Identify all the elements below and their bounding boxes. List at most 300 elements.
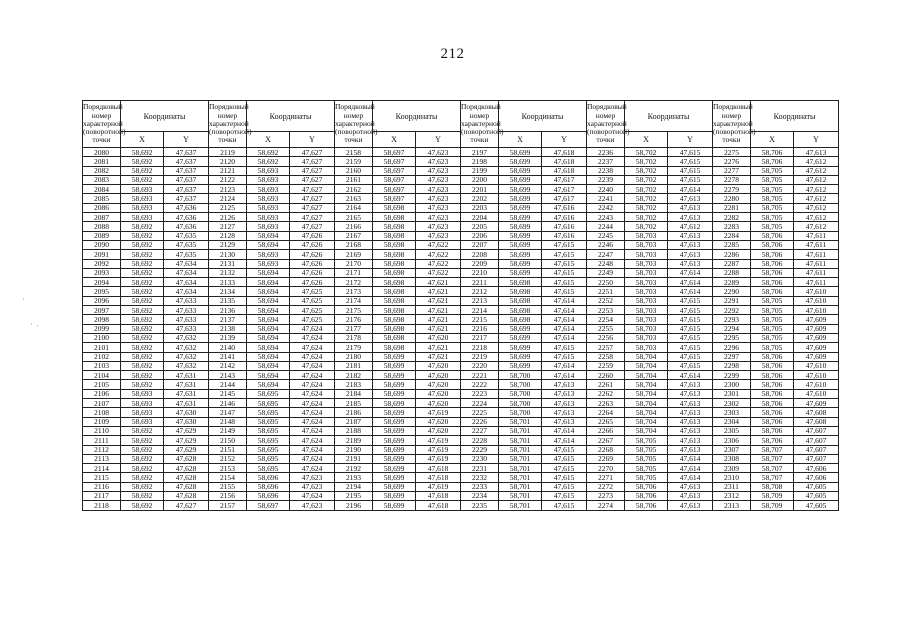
x-coordinate-cell: 58,706 [625, 482, 668, 491]
point-number-cell: 2086 [83, 203, 121, 212]
x-coordinate-cell: 58,692 [121, 454, 164, 463]
y-coordinate-cell: 47,622 [416, 268, 461, 277]
point-number-cell: 2169 [335, 250, 373, 259]
y-coordinate-cell: 47,615 [542, 445, 587, 454]
x-coordinate-cell: 58,706 [751, 250, 794, 259]
y-coordinate-cell: 47,635 [164, 250, 209, 259]
point-number-cell: 2272 [587, 482, 625, 491]
x-coordinate-cell: 58,699 [499, 268, 542, 277]
y-coordinate-cell: 47,626 [290, 250, 335, 259]
y-coordinate-cell: 47,623 [416, 166, 461, 175]
point-number-cell: 2244 [587, 222, 625, 231]
y-coordinate-cell: 47,614 [542, 296, 587, 305]
y-coordinate-cell: 47,624 [290, 361, 335, 370]
y-coordinate-cell: 47,630 [164, 417, 209, 426]
x-coordinate-cell: 58,695 [247, 389, 290, 398]
point-number-cell: 2309 [713, 464, 751, 473]
y-coordinate-cell: 47,614 [542, 436, 587, 445]
x-coordinate-cell: 58,699 [499, 240, 542, 249]
x-coordinate-cell: 58,693 [247, 259, 290, 268]
x-coordinate-cell: 58,704 [625, 417, 668, 426]
point-number-cell: 2288 [713, 268, 751, 277]
x-coordinate-cell: 58,700 [499, 408, 542, 417]
table-row [83, 361, 839, 370]
y-coordinate-cell: 47,627 [290, 185, 335, 194]
x-coordinate-cell: 58,703 [625, 296, 668, 305]
y-coordinate-cell: 47,614 [668, 464, 713, 473]
x-coordinate-cell: 58,709 [751, 501, 794, 510]
x-coordinate-cell: 58,704 [625, 361, 668, 370]
y-coordinate-cell: 47,624 [290, 426, 335, 435]
table-row [83, 148, 839, 157]
x-coordinate-cell: 58,705 [751, 194, 794, 203]
table-row [83, 175, 839, 184]
y-coordinate-cell: 47,615 [542, 287, 587, 296]
y-coordinate-cell: 47,615 [668, 333, 713, 342]
x-coordinate-cell: 58,699 [373, 426, 416, 435]
x-coordinate-cell: 58,699 [373, 352, 416, 361]
point-number-cell: 2106 [83, 389, 121, 398]
y-coordinate-cell: 47,615 [668, 175, 713, 184]
y-coordinate-cell: 47,618 [416, 501, 461, 510]
y-coordinate-cell: 47,615 [668, 157, 713, 166]
y-coordinate-cell: 47,613 [668, 259, 713, 268]
x-coordinate-cell: 58,698 [499, 287, 542, 296]
point-number-cell: 2153 [209, 464, 247, 473]
point-number-cell: 2140 [209, 343, 247, 352]
point-number-cell: 2222 [461, 380, 499, 389]
point-number-header: Порядковый номер характерной (поворотной) точки [83, 101, 121, 148]
point-number-cell: 2177 [335, 324, 373, 333]
point-number-cell: 2278 [713, 175, 751, 184]
point-number-cell: 2089 [83, 231, 121, 240]
x-coordinate-cell: 58,699 [499, 324, 542, 333]
point-number-cell: 2156 [209, 491, 247, 500]
point-number-cell: 2138 [209, 324, 247, 333]
y-coordinate-cell: 47,605 [794, 482, 839, 491]
table-header-row [83, 101, 839, 132]
y-coordinate-cell: 47,622 [416, 240, 461, 249]
point-number-cell: 2167 [335, 231, 373, 240]
y-coordinate-cell: 47,609 [794, 399, 839, 408]
x-coordinate-cell: 58,694 [247, 268, 290, 277]
x-coordinate-cell: 58,699 [373, 380, 416, 389]
y-coordinate-cell: 47,624 [290, 399, 335, 408]
y-coordinate-cell: 47,614 [542, 333, 587, 342]
x-coordinate-cell: 58,705 [625, 473, 668, 482]
point-number-cell: 2178 [335, 333, 373, 342]
x-coordinate-cell: 58,705 [625, 436, 668, 445]
x-coordinate-cell: 58,694 [247, 324, 290, 333]
x-coordinate-cell: 58,704 [625, 352, 668, 361]
point-number-cell: 2150 [209, 436, 247, 445]
point-number-cell: 2248 [587, 259, 625, 268]
y-coordinate-cell: 47,609 [794, 333, 839, 342]
point-number-cell: 2151 [209, 445, 247, 454]
x-coordinate-cell: 58,692 [121, 148, 164, 157]
y-coordinate-cell: 47,637 [164, 148, 209, 157]
y-coordinate-cell: 47,620 [416, 426, 461, 435]
x-coordinate-cell: 58,707 [751, 473, 794, 482]
y-coordinate-cell: 47,613 [668, 426, 713, 435]
x-coordinate-cell: 58,699 [373, 408, 416, 417]
point-number-cell: 2296 [713, 343, 751, 352]
x-coordinate-cell: 58,699 [373, 436, 416, 445]
point-number-cell: 2161 [335, 175, 373, 184]
table-row [83, 352, 839, 361]
point-number-cell: 2227 [461, 426, 499, 435]
y-coordinate-cell: 47,628 [164, 473, 209, 482]
y-coordinate-cell: 47,615 [542, 454, 587, 463]
x-coordinate-cell: 58,692 [121, 157, 164, 166]
x-coordinate-cell: 58,699 [499, 213, 542, 222]
point-number-cell: 2146 [209, 399, 247, 408]
x-coordinate-cell: 58,692 [121, 333, 164, 342]
point-number-cell: 2148 [209, 417, 247, 426]
y-coordinate-cell: 47,615 [542, 343, 587, 352]
point-number-cell: 2279 [713, 185, 751, 194]
y-coordinate-cell: 47,612 [794, 213, 839, 222]
point-number-cell: 2118 [83, 501, 121, 510]
point-number-cell: 2187 [335, 417, 373, 426]
point-number-cell: 2175 [335, 306, 373, 315]
y-coordinate-cell: 47,614 [668, 473, 713, 482]
point-number-cell: 2214 [461, 306, 499, 315]
x-coordinate-cell: 58,694 [247, 333, 290, 342]
x-coordinate-cell: 58,692 [121, 464, 164, 473]
table-row [83, 408, 839, 417]
x-header: X [121, 132, 164, 148]
x-coordinate-cell: 58,706 [751, 278, 794, 287]
x-coordinate-cell: 58,698 [373, 296, 416, 305]
x-coordinate-cell: 58,696 [247, 482, 290, 491]
x-coordinate-cell: 58,692 [121, 296, 164, 305]
point-number-cell: 2207 [461, 240, 499, 249]
x-coordinate-cell: 58,692 [121, 343, 164, 352]
x-header: X [625, 132, 668, 148]
table-row [83, 203, 839, 212]
y-coordinate-cell: 47,611 [794, 250, 839, 259]
y-coordinate-cell: 47,634 [164, 278, 209, 287]
x-coordinate-cell: 58,707 [751, 454, 794, 463]
point-number-cell: 2300 [713, 380, 751, 389]
x-coordinate-cell: 58,705 [751, 306, 794, 315]
table-row [83, 482, 839, 491]
point-number-cell: 2184 [335, 389, 373, 398]
y-coordinate-cell: 47,623 [416, 231, 461, 240]
y-coordinate-cell: 47,617 [542, 194, 587, 203]
x-coordinate-cell: 58,692 [121, 268, 164, 277]
y-coordinate-cell: 47,623 [416, 175, 461, 184]
y-coordinate-cell: 47,615 [542, 240, 587, 249]
point-number-cell: 2289 [713, 278, 751, 287]
x-header: X [499, 132, 542, 148]
point-number-cell: 2256 [587, 333, 625, 342]
y-coordinate-cell: 47,615 [668, 148, 713, 157]
y-coordinate-cell: 47,628 [164, 454, 209, 463]
y-coordinate-cell: 47,634 [164, 268, 209, 277]
y-coordinate-cell: 47,612 [794, 185, 839, 194]
x-coordinate-cell: 58,703 [625, 268, 668, 277]
point-number-cell: 2145 [209, 389, 247, 398]
x-coordinate-cell: 58,692 [121, 491, 164, 500]
point-number-cell: 2110 [83, 426, 121, 435]
point-number-cell: 2083 [83, 175, 121, 184]
x-coordinate-cell: 58,702 [625, 194, 668, 203]
point-number-cell: 2164 [335, 203, 373, 212]
point-number-cell: 2269 [587, 454, 625, 463]
point-number-cell: 2301 [713, 389, 751, 398]
x-coordinate-cell: 58,703 [625, 333, 668, 342]
point-number-cell: 2190 [335, 445, 373, 454]
y-coordinate-cell: 47,621 [416, 315, 461, 324]
x-coordinate-cell: 58,697 [373, 194, 416, 203]
x-coordinate-cell: 58,703 [625, 278, 668, 287]
point-number-cell: 2204 [461, 213, 499, 222]
y-header: Y [668, 132, 713, 148]
table-row [83, 436, 839, 445]
point-number-cell: 2223 [461, 389, 499, 398]
y-coordinate-cell: 47,619 [416, 454, 461, 463]
point-number-cell: 2237 [587, 157, 625, 166]
x-coordinate-cell: 58,693 [121, 194, 164, 203]
y-coordinate-cell: 47,606 [794, 464, 839, 473]
y-coordinate-cell: 47,636 [164, 222, 209, 231]
y-coordinate-cell: 47,634 [164, 259, 209, 268]
point-number-cell: 2179 [335, 343, 373, 352]
y-coordinate-cell: 47,613 [668, 445, 713, 454]
x-coordinate-cell: 58,699 [373, 501, 416, 510]
y-coordinate-cell: 47,622 [416, 259, 461, 268]
point-number-cell: 2098 [83, 315, 121, 324]
y-coordinate-cell: 47,624 [290, 491, 335, 500]
x-coordinate-cell: 58,694 [247, 278, 290, 287]
x-coordinate-cell: 58,699 [499, 333, 542, 342]
point-number-cell: 2294 [713, 324, 751, 333]
y-coordinate-cell: 47,625 [290, 287, 335, 296]
y-coordinate-cell: 47,615 [668, 296, 713, 305]
x-coordinate-cell: 58,699 [373, 445, 416, 454]
x-coordinate-cell: 58,694 [247, 296, 290, 305]
y-header: Y [794, 132, 839, 148]
point-number-cell: 2211 [461, 278, 499, 287]
y-coordinate-cell: 47,615 [668, 352, 713, 361]
x-coordinate-cell: 58,707 [751, 464, 794, 473]
point-number-cell: 2295 [713, 333, 751, 342]
y-coordinate-cell: 47,624 [290, 464, 335, 473]
point-number-cell: 2109 [83, 417, 121, 426]
y-coordinate-cell: 47,624 [290, 389, 335, 398]
x-coordinate-cell: 58,700 [499, 380, 542, 389]
point-number-cell: 2102 [83, 352, 121, 361]
coordinates-table [82, 100, 839, 511]
y-coordinate-cell: 47,605 [794, 491, 839, 500]
y-coordinate-cell: 47,627 [164, 501, 209, 510]
point-number-cell: 2080 [83, 148, 121, 157]
point-number-cell: 2081 [83, 157, 121, 166]
x-coordinate-cell: 58,694 [247, 380, 290, 389]
point-number-cell: 2262 [587, 389, 625, 398]
x-coordinate-cell: 58,692 [121, 445, 164, 454]
table-row [83, 333, 839, 342]
x-coordinate-cell: 58,706 [751, 408, 794, 417]
table-row [83, 231, 839, 240]
y-coordinate-cell: 47,608 [794, 408, 839, 417]
point-number-cell: 2183 [335, 380, 373, 389]
point-number-cell: 2094 [83, 278, 121, 287]
y-coordinate-cell: 47,623 [290, 473, 335, 482]
point-number-cell: 2149 [209, 426, 247, 435]
x-coordinate-cell: 58,701 [499, 464, 542, 473]
y-coordinate-cell: 47,611 [794, 240, 839, 249]
y-coordinate-cell: 47,609 [794, 352, 839, 361]
x-coordinate-cell: 58,707 [751, 445, 794, 454]
y-coordinate-cell: 47,613 [794, 148, 839, 157]
x-coordinate-cell: 58,699 [373, 454, 416, 463]
x-coordinate-cell: 58,698 [373, 240, 416, 249]
x-coordinate-cell: 58,705 [625, 454, 668, 463]
x-coordinate-cell: 58,701 [499, 482, 542, 491]
x-coordinate-cell: 58,702 [625, 185, 668, 194]
y-coordinate-cell: 47,613 [668, 380, 713, 389]
x-coordinate-cell: 58,692 [121, 426, 164, 435]
point-number-cell: 2297 [713, 352, 751, 361]
y-coordinate-cell: 47,614 [542, 315, 587, 324]
x-coordinate-cell: 58,693 [247, 185, 290, 194]
y-coordinate-cell: 47,635 [164, 240, 209, 249]
x-coordinate-cell: 58,692 [121, 306, 164, 315]
x-coordinate-cell: 58,704 [625, 408, 668, 417]
x-coordinate-cell: 58,703 [625, 240, 668, 249]
x-coordinate-cell: 58,698 [373, 259, 416, 268]
point-number-cell: 2192 [335, 464, 373, 473]
y-coordinate-cell: 47,615 [542, 278, 587, 287]
point-number-cell: 2291 [713, 296, 751, 305]
y-coordinate-cell: 47,624 [290, 343, 335, 352]
point-number-cell: 2091 [83, 250, 121, 259]
x-coordinate-cell: 58,702 [625, 166, 668, 175]
point-number-cell: 2229 [461, 445, 499, 454]
point-number-cell: 2307 [713, 445, 751, 454]
x-coordinate-cell: 58,701 [499, 436, 542, 445]
y-coordinate-cell: 47,627 [290, 203, 335, 212]
y-coordinate-cell: 47,610 [794, 306, 839, 315]
x-coordinate-cell: 58,692 [247, 157, 290, 166]
y-header: Y [542, 132, 587, 148]
y-coordinate-cell: 47,624 [290, 436, 335, 445]
x-coordinate-cell: 58,697 [373, 157, 416, 166]
x-coordinate-cell: 58,692 [121, 231, 164, 240]
x-coordinate-cell: 58,692 [121, 371, 164, 380]
point-number-cell: 2283 [713, 222, 751, 231]
x-coordinate-cell: 58,699 [499, 166, 542, 175]
point-number-cell: 2159 [335, 157, 373, 166]
x-coordinate-cell: 58,694 [247, 361, 290, 370]
x-coordinate-cell: 58,692 [121, 380, 164, 389]
x-coordinate-cell: 58,705 [751, 324, 794, 333]
point-number-cell: 2206 [461, 231, 499, 240]
x-coordinate-cell: 58,698 [373, 278, 416, 287]
point-number-cell: 2117 [83, 491, 121, 500]
scan-artifact-mark: · [30, 320, 33, 329]
point-number-cell: 2234 [461, 491, 499, 500]
y-coordinate-cell: 47,608 [794, 417, 839, 426]
x-coordinate-cell: 58,693 [121, 213, 164, 222]
table-row [83, 240, 839, 249]
table-row [83, 213, 839, 222]
x-coordinate-cell: 58,692 [121, 278, 164, 287]
x-coordinate-cell: 58,697 [373, 166, 416, 175]
y-coordinate-cell: 47,615 [668, 343, 713, 352]
y-coordinate-cell: 47,629 [164, 445, 209, 454]
x-coordinate-cell: 58,692 [121, 324, 164, 333]
y-coordinate-cell: 47,614 [668, 287, 713, 296]
point-number-cell: 2268 [587, 445, 625, 454]
x-coordinate-cell: 58,705 [625, 464, 668, 473]
x-coordinate-cell: 58,698 [499, 306, 542, 315]
x-coordinate-cell: 58,693 [247, 222, 290, 231]
y-coordinate-cell: 47,630 [164, 408, 209, 417]
table-row [83, 417, 839, 426]
point-number-cell: 2087 [83, 213, 121, 222]
point-number-cell: 2253 [587, 306, 625, 315]
point-number-cell: 2084 [83, 185, 121, 194]
x-coordinate-cell: 58,698 [373, 287, 416, 296]
y-coordinate-cell: 47,615 [542, 482, 587, 491]
point-number-cell: 2210 [461, 268, 499, 277]
coordinates-header: Координаты [121, 101, 209, 132]
y-coordinate-cell: 47,612 [794, 203, 839, 212]
x-coordinate-cell: 58,698 [499, 278, 542, 287]
y-coordinate-cell: 47,620 [416, 389, 461, 398]
point-number-cell: 2144 [209, 380, 247, 389]
y-coordinate-cell: 47,620 [416, 417, 461, 426]
point-number-cell: 2095 [83, 287, 121, 296]
point-number-cell: 2168 [335, 240, 373, 249]
x-coordinate-cell: 58,698 [373, 203, 416, 212]
x-coordinate-cell: 58,704 [625, 426, 668, 435]
x-coordinate-cell: 58,708 [751, 482, 794, 491]
point-number-cell: 2104 [83, 371, 121, 380]
x-coordinate-cell: 58,693 [247, 250, 290, 259]
y-coordinate-cell: 47,622 [416, 250, 461, 259]
y-coordinate-cell: 47,626 [290, 240, 335, 249]
y-header: Y [164, 132, 209, 148]
point-number-cell: 2306 [713, 436, 751, 445]
y-coordinate-cell: 47,626 [290, 259, 335, 268]
point-number-cell: 2116 [83, 482, 121, 491]
x-coordinate-cell: 58,699 [499, 231, 542, 240]
point-number-cell: 2212 [461, 287, 499, 296]
y-coordinate-cell: 47,616 [542, 222, 587, 231]
point-number-cell: 2142 [209, 361, 247, 370]
x-coordinate-cell: 58,706 [751, 157, 794, 166]
coordinates-header: Координаты [625, 101, 713, 132]
x-coordinate-cell: 58,703 [625, 250, 668, 259]
point-number-cell: 2154 [209, 473, 247, 482]
y-coordinate-cell: 47,618 [416, 491, 461, 500]
point-number-cell: 2221 [461, 371, 499, 380]
y-coordinate-cell: 47,629 [164, 426, 209, 435]
y-coordinate-cell: 47,618 [542, 148, 587, 157]
y-coordinate-cell: 47,627 [290, 222, 335, 231]
point-number-cell: 2267 [587, 436, 625, 445]
y-coordinate-cell: 47,624 [290, 408, 335, 417]
point-number-cell: 2119 [209, 148, 247, 157]
x-coordinate-cell: 58,701 [499, 501, 542, 510]
x-coordinate-cell: 58,705 [751, 203, 794, 212]
x-coordinate-cell: 58,693 [121, 203, 164, 212]
